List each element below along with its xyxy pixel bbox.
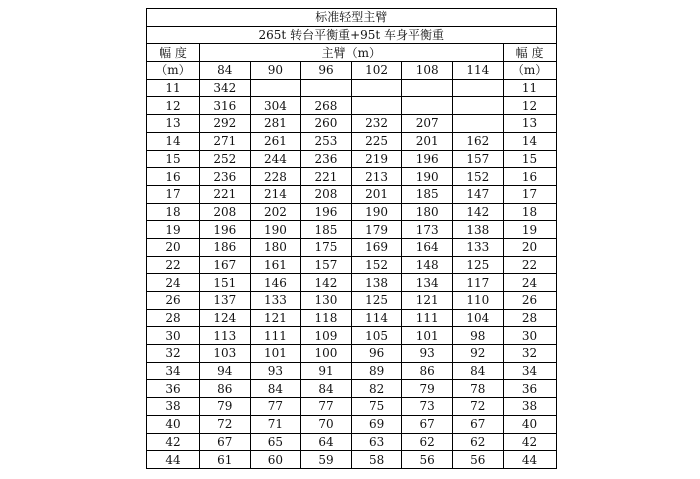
radius-cell-left: 19 xyxy=(147,221,200,239)
capacity-cell: 71 xyxy=(250,415,301,433)
capacity-cell: 56 xyxy=(402,451,453,469)
radius-cell-left: 14 xyxy=(147,132,200,150)
header-row-1 xyxy=(147,44,557,62)
capacity-cell: 152 xyxy=(452,168,503,186)
capacity-cell: 207 xyxy=(402,115,453,133)
capacity-cell: 221 xyxy=(301,168,352,186)
capacity-cell: 214 xyxy=(250,185,301,203)
radius-cell-right: 18 xyxy=(503,203,556,221)
capacity-cell: 179 xyxy=(351,221,402,239)
capacity-cell xyxy=(301,79,352,97)
capacity-cell: 96 xyxy=(351,345,402,363)
capacity-cell: 164 xyxy=(402,238,453,256)
capacity-cell: 169 xyxy=(351,238,402,256)
radius-cell-left: 38 xyxy=(147,398,200,416)
radius-cell-right: 32 xyxy=(503,345,556,363)
capacity-cell: 125 xyxy=(351,292,402,310)
radius-header-right: 幅 度 xyxy=(503,44,556,62)
capacity-cell: 162 xyxy=(452,132,503,150)
capacity-cell: 219 xyxy=(351,150,402,168)
capacity-cell xyxy=(351,97,402,115)
capacity-cell: 72 xyxy=(452,398,503,416)
capacity-cell: 98 xyxy=(452,327,503,345)
table-row xyxy=(147,292,557,310)
radius-cell-left: 16 xyxy=(147,168,200,186)
radius-cell-left: 42 xyxy=(147,433,200,451)
capacity-cell: 94 xyxy=(200,362,251,380)
capacity-cell: 124 xyxy=(200,309,251,327)
capacity-cell: 118 xyxy=(301,309,352,327)
capacity-cell: 91 xyxy=(301,362,352,380)
radius-cell-left: 18 xyxy=(147,203,200,221)
radius-cell-left: 24 xyxy=(147,274,200,292)
capacity-cell: 167 xyxy=(200,256,251,274)
radius-cell-right: 42 xyxy=(503,433,556,451)
table-row xyxy=(147,185,557,203)
table-row xyxy=(147,221,557,239)
radius-unit-right: （m） xyxy=(503,62,556,80)
capacity-cell: 138 xyxy=(452,221,503,239)
capacity-cell: 196 xyxy=(301,203,352,221)
radius-unit-left: （m） xyxy=(147,62,200,80)
capacity-cell: 271 xyxy=(200,132,251,150)
capacity-cell: 157 xyxy=(452,150,503,168)
boom-length-header: 102 xyxy=(351,62,402,80)
capacity-cell: 228 xyxy=(250,168,301,186)
capacity-cell xyxy=(452,115,503,133)
radius-cell-right: 34 xyxy=(503,362,556,380)
radius-cell-right: 24 xyxy=(503,274,556,292)
capacity-cell xyxy=(402,97,453,115)
radius-cell-right: 26 xyxy=(503,292,556,310)
capacity-cell: 121 xyxy=(402,292,453,310)
radius-cell-right: 14 xyxy=(503,132,556,150)
table-row xyxy=(147,274,557,292)
capacity-cell: 84 xyxy=(301,380,352,398)
boom-length-header: 114 xyxy=(452,62,503,80)
radius-cell-right: 13 xyxy=(503,115,556,133)
capacity-cell: 67 xyxy=(200,433,251,451)
capacity-cell: 93 xyxy=(402,345,453,363)
capacity-cell: 62 xyxy=(452,433,503,451)
capacity-cell: 78 xyxy=(452,380,503,398)
capacity-cell: 190 xyxy=(351,203,402,221)
capacity-cell: 186 xyxy=(200,238,251,256)
radius-cell-left: 34 xyxy=(147,362,200,380)
capacity-cell: 73 xyxy=(402,398,453,416)
table-row xyxy=(147,79,557,97)
radius-cell-left: 17 xyxy=(147,185,200,203)
table-row xyxy=(147,203,557,221)
table-row xyxy=(147,168,557,186)
radius-cell-right: 11 xyxy=(503,79,556,97)
table-row xyxy=(147,415,557,433)
boom-length-header: 108 xyxy=(402,62,453,80)
capacity-cell: 100 xyxy=(301,345,352,363)
capacity-cell: 208 xyxy=(301,185,352,203)
radius-cell-right: 20 xyxy=(503,238,556,256)
capacity-cell: 133 xyxy=(452,238,503,256)
capacity-cell: 342 xyxy=(200,79,251,97)
capacity-cell: 252 xyxy=(200,150,251,168)
capacity-cell: 84 xyxy=(452,362,503,380)
table-row xyxy=(147,309,557,327)
radius-cell-left: 20 xyxy=(147,238,200,256)
radius-cell-left: 15 xyxy=(147,150,200,168)
capacity-cell: 260 xyxy=(301,115,352,133)
capacity-cell: 225 xyxy=(351,132,402,150)
capacity-cell: 67 xyxy=(452,415,503,433)
capacity-cell: 196 xyxy=(402,150,453,168)
capacity-cell: 89 xyxy=(351,362,402,380)
capacity-cell: 105 xyxy=(351,327,402,345)
capacity-cell: 125 xyxy=(452,256,503,274)
header-row-2 xyxy=(147,62,557,80)
capacity-cell: 253 xyxy=(301,132,352,150)
capacity-cell: 196 xyxy=(200,221,251,239)
capacity-cell: 65 xyxy=(250,433,301,451)
radius-cell-left: 36 xyxy=(147,380,200,398)
capacity-cell xyxy=(452,79,503,97)
capacity-cell: 60 xyxy=(250,451,301,469)
table-row xyxy=(147,132,557,150)
capacity-cell: 213 xyxy=(351,168,402,186)
capacity-cell: 161 xyxy=(250,256,301,274)
table-row xyxy=(147,380,557,398)
capacity-cell: 148 xyxy=(402,256,453,274)
radius-cell-left: 32 xyxy=(147,345,200,363)
capacity-cell xyxy=(351,79,402,97)
capacity-cell: 157 xyxy=(301,256,352,274)
radius-header-left: 幅 度 xyxy=(147,44,200,62)
capacity-cell: 281 xyxy=(250,115,301,133)
capacity-cell: 104 xyxy=(452,309,503,327)
capacity-cell: 86 xyxy=(200,380,251,398)
capacity-cell: 134 xyxy=(402,274,453,292)
capacity-cell xyxy=(452,97,503,115)
capacity-cell: 56 xyxy=(452,451,503,469)
capacity-cell: 61 xyxy=(200,451,251,469)
capacity-cell: 180 xyxy=(402,203,453,221)
capacity-cell: 133 xyxy=(250,292,301,310)
capacity-cell: 146 xyxy=(250,274,301,292)
table-row xyxy=(147,115,557,133)
capacity-cell: 221 xyxy=(200,185,251,203)
capacity-cell: 208 xyxy=(200,203,251,221)
capacity-cell: 151 xyxy=(200,274,251,292)
capacity-cell: 292 xyxy=(200,115,251,133)
capacity-cell: 72 xyxy=(200,415,251,433)
capacity-cell: 185 xyxy=(402,185,453,203)
capacity-cell: 103 xyxy=(200,345,251,363)
capacity-cell: 70 xyxy=(301,415,352,433)
capacity-cell: 82 xyxy=(351,380,402,398)
capacity-cell: 79 xyxy=(200,398,251,416)
capacity-cell: 58 xyxy=(351,451,402,469)
capacity-cell: 180 xyxy=(250,238,301,256)
radius-cell-right: 30 xyxy=(503,327,556,345)
boom-header: 主臂（m） xyxy=(200,44,504,62)
boom-length-header: 96 xyxy=(301,62,352,80)
capacity-cell: 304 xyxy=(250,97,301,115)
capacity-cell: 69 xyxy=(351,415,402,433)
table-row xyxy=(147,327,557,345)
radius-cell-right: 38 xyxy=(503,398,556,416)
boom-length-header: 90 xyxy=(250,62,301,80)
capacity-cell: 59 xyxy=(301,451,352,469)
capacity-cell: 261 xyxy=(250,132,301,150)
capacity-cell: 86 xyxy=(402,362,453,380)
capacity-cell: 138 xyxy=(351,274,402,292)
table-row xyxy=(147,238,557,256)
capacity-cell: 201 xyxy=(402,132,453,150)
capacity-cell: 92 xyxy=(452,345,503,363)
capacity-cell: 236 xyxy=(301,150,352,168)
radius-cell-left: 13 xyxy=(147,115,200,133)
table-row xyxy=(147,433,557,451)
capacity-cell: 109 xyxy=(301,327,352,345)
capacity-cell: 113 xyxy=(200,327,251,345)
radius-cell-left: 40 xyxy=(147,415,200,433)
radius-cell-right: 22 xyxy=(503,256,556,274)
capacity-cell: 111 xyxy=(250,327,301,345)
radius-cell-right: 28 xyxy=(503,309,556,327)
title-row xyxy=(147,9,557,27)
capacity-cell: 268 xyxy=(301,97,352,115)
capacity-cell: 316 xyxy=(200,97,251,115)
capacity-cell: 93 xyxy=(250,362,301,380)
table-row xyxy=(147,398,557,416)
radius-cell-right: 44 xyxy=(503,451,556,469)
radius-cell-right: 16 xyxy=(503,168,556,186)
capacity-cell: 202 xyxy=(250,203,301,221)
capacity-cell: 84 xyxy=(250,380,301,398)
capacity-cell: 173 xyxy=(402,221,453,239)
capacity-cell: 130 xyxy=(301,292,352,310)
capacity-cell: 152 xyxy=(351,256,402,274)
table-row xyxy=(147,256,557,274)
capacity-cell xyxy=(250,79,301,97)
capacity-cell: 236 xyxy=(200,168,251,186)
capacity-cell: 111 xyxy=(402,309,453,327)
capacity-cell: 232 xyxy=(351,115,402,133)
capacity-cell: 110 xyxy=(452,292,503,310)
capacity-cell: 101 xyxy=(250,345,301,363)
capacity-cell: 147 xyxy=(452,185,503,203)
capacity-cell: 190 xyxy=(402,168,453,186)
radius-cell-right: 40 xyxy=(503,415,556,433)
capacity-cell: 121 xyxy=(250,309,301,327)
radius-cell-left: 30 xyxy=(147,327,200,345)
table-row xyxy=(147,97,557,115)
capacity-cell: 77 xyxy=(301,398,352,416)
radius-cell-right: 15 xyxy=(503,150,556,168)
capacity-cell xyxy=(402,79,453,97)
radius-cell-left: 44 xyxy=(147,451,200,469)
capacity-cell: 117 xyxy=(452,274,503,292)
capacity-cell: 62 xyxy=(402,433,453,451)
capacity-cell: 114 xyxy=(351,309,402,327)
radius-cell-left: 11 xyxy=(147,79,200,97)
capacity-cell: 142 xyxy=(452,203,503,221)
capacity-cell: 77 xyxy=(250,398,301,416)
table-subtitle: 265t 转台平衡重+95t 车身平衡重 xyxy=(147,26,557,44)
radius-cell-right: 12 xyxy=(503,97,556,115)
capacity-cell: 175 xyxy=(301,238,352,256)
radius-cell-right: 17 xyxy=(503,185,556,203)
load-chart-table xyxy=(146,8,557,469)
capacity-cell: 244 xyxy=(250,150,301,168)
radius-cell-left: 22 xyxy=(147,256,200,274)
capacity-cell: 201 xyxy=(351,185,402,203)
capacity-cell: 137 xyxy=(200,292,251,310)
table-row xyxy=(147,345,557,363)
table-title: 标准轻型主臂 xyxy=(147,9,557,27)
capacity-cell: 142 xyxy=(301,274,352,292)
subtitle-row xyxy=(147,26,557,44)
radius-cell-left: 28 xyxy=(147,309,200,327)
radius-cell-left: 12 xyxy=(147,97,200,115)
table-row xyxy=(147,451,557,469)
radius-cell-right: 19 xyxy=(503,221,556,239)
capacity-cell: 75 xyxy=(351,398,402,416)
capacity-cell: 101 xyxy=(402,327,453,345)
table-row xyxy=(147,362,557,380)
table-row xyxy=(147,150,557,168)
capacity-cell: 63 xyxy=(351,433,402,451)
capacity-cell: 67 xyxy=(402,415,453,433)
capacity-cell: 190 xyxy=(250,221,301,239)
radius-cell-right: 36 xyxy=(503,380,556,398)
capacity-cell: 185 xyxy=(301,221,352,239)
radius-cell-left: 26 xyxy=(147,292,200,310)
capacity-cell: 64 xyxy=(301,433,352,451)
capacity-cell: 79 xyxy=(402,380,453,398)
boom-length-header: 84 xyxy=(200,62,251,80)
